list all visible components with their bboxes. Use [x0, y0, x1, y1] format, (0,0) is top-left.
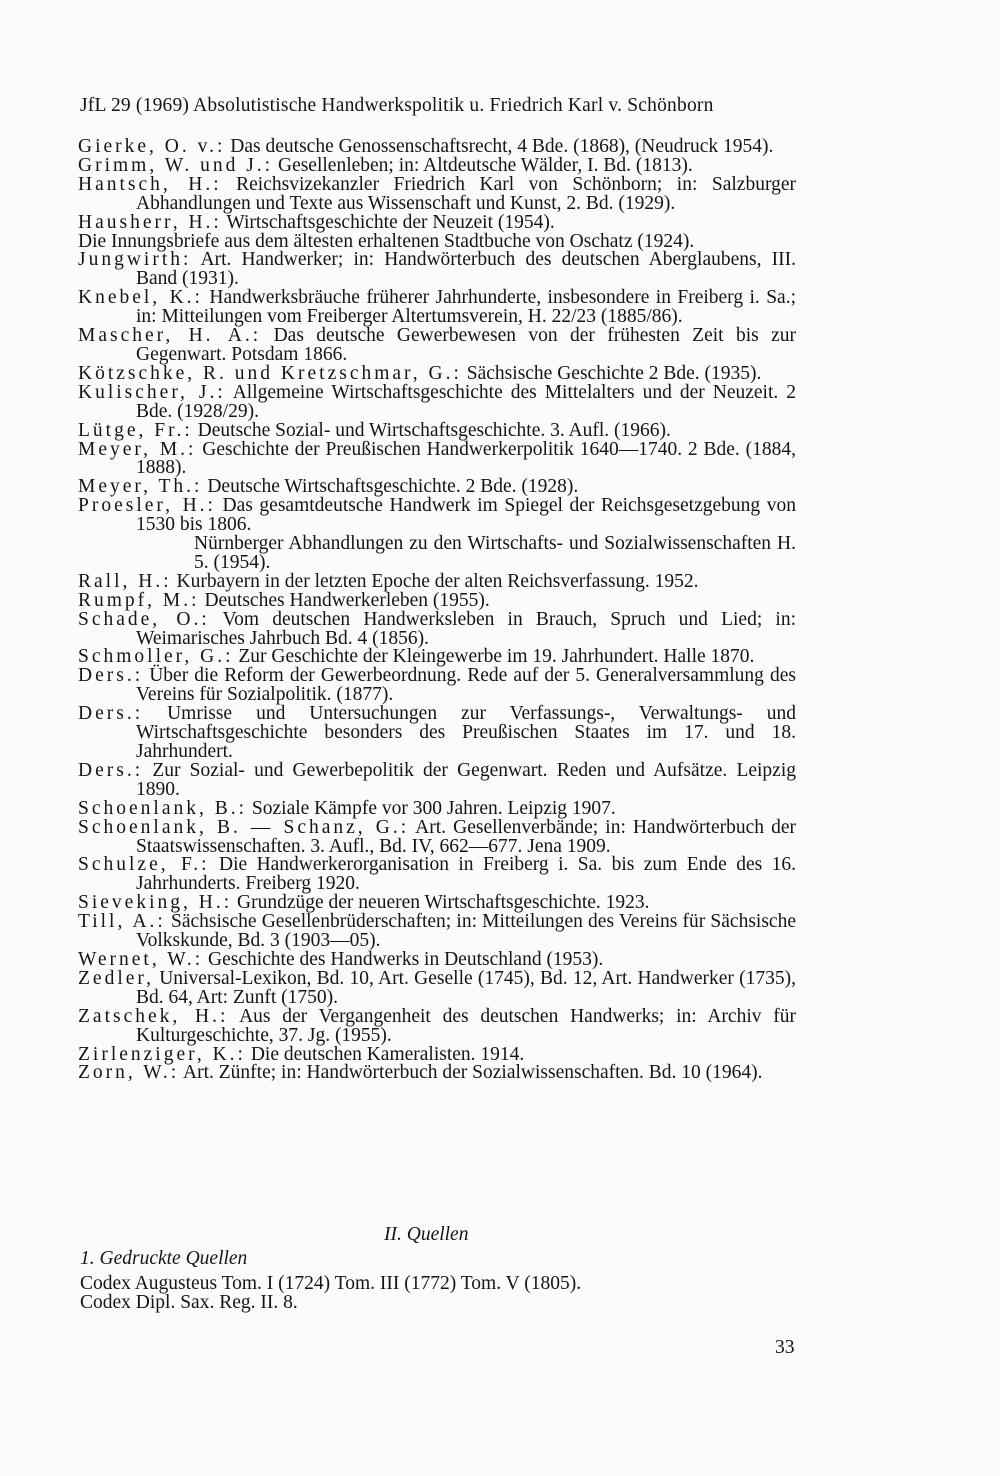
bibliography-list: [78, 138, 796, 1083]
reference-text: Deutsche Wirtschaftsgeschichte. 2 Bde. (1928).: [202, 476, 579, 498]
reference-text: Die Innungsbriefe aus dem ältesten erhaltenen Stadtbuche von Oschatz (1924).: [78, 230, 695, 252]
reference-author: Meyer, Th.:: [78, 476, 203, 498]
reference-author: Meyer, M.:: [78, 438, 197, 460]
reference-text: Art. Zünfte; in: Handwörterbuch der Sozialwissenschaften. Bd. 10 (1964).: [179, 1062, 763, 1084]
reference-text: Sächsische Geschichte 2 Bde. (1935).: [461, 362, 762, 384]
reference-entry: [78, 438, 796, 479]
reference-author: Ders.:: [78, 703, 144, 725]
reference-entry: [78, 816, 796, 857]
reference-text: Grundzüge der neueren Wirtschaftsgeschichte. 1923.: [232, 892, 650, 914]
reference-text: Die deutschen Kameralisten. 1914.: [245, 1043, 525, 1065]
reference-entry: [78, 856, 796, 894]
reference-author: Till, A.:: [78, 911, 166, 933]
running-header: JfL 29 (1969) Absolutistische Handwerkspolitik u. Friedrich Karl v. Schönborn: [80, 95, 714, 116]
reference-entry: [78, 705, 796, 762]
reference-author: Rumpf, M.:: [78, 589, 200, 611]
reference-text: Kurbayern in der letzten Epoche der alten Reichsverfassung. 1952.: [171, 570, 699, 592]
reference-text: Art. Handwerker; in: Handwörterbuch des deutschen Aberglaubens, III. Band (1931).: [136, 249, 796, 290]
reference-entry: [78, 173, 796, 214]
reference-text: Umrisse und Untersuchungen zur Verfassungs-, Verwaltungs- und Wirtschaftsgeschichte besonders des Preußischen Staates im 17. und 18. Jahrhundert.: [136, 703, 796, 762]
reference-author: Zatschek, H.:: [78, 1005, 229, 1027]
section-title: II. Quellen: [384, 1224, 469, 1245]
reference-text: Das deutsche Gewerbewesen von der frühesten Zeit bis zur Gegenwart. Potsdam 1866.: [136, 325, 796, 365]
reference-text: Geschichte des Handwerks in Deutschland (1953).: [203, 948, 604, 970]
reference-entry: [78, 759, 796, 800]
reference-text: Das gesamtdeutsche Handwerk im Spiegel der Reichsgesetzgebung von 1530 bis 1806.: [136, 495, 796, 536]
reference-entry: [78, 497, 796, 573]
reference-text: Reichsvizekanzler Friedrich Karl von Schönborn; in: Salzburger Abhandlungen und Texte aus Wissenschaft und Kunst, 2. Bd. (1929).: [136, 173, 796, 214]
reference-author: Kulischer, J.:: [78, 381, 226, 403]
reference-entry: [78, 667, 796, 705]
reference-author: Wernet, W.:: [78, 948, 204, 970]
reference-text: Die Handwerkerorganisation in Freiberg i. Sa. bis zum Ende des 16. Jahrhunderts. Freiberg 1920.: [136, 854, 796, 895]
reference-entry: [78, 1005, 796, 1046]
reference-author: Schoenlank, B.:: [78, 797, 248, 819]
reference-author: Mascher, H. A.:: [78, 325, 262, 347]
reference-author: Sieveking, H.:: [78, 892, 233, 914]
reference-author: Zorn, W.:: [78, 1062, 180, 1084]
reference-text: Allgemeine Wirtschaftsgeschichte des Mittelalters und der Neuzeit. 2 Bde. (1928/29).: [136, 381, 796, 422]
reference-author: Gierke, O. v.:: [78, 136, 226, 157]
page-number: 33: [775, 1337, 795, 1358]
reference-entry: [78, 327, 796, 365]
reference-author: Hantsch, H.:: [78, 173, 222, 195]
reference-entry: [78, 608, 796, 649]
reference-author: Hausherr, H.:: [78, 211, 222, 233]
reference-entry: [78, 251, 796, 289]
reference-author: Knebel, K.:: [78, 287, 203, 309]
source-entry: Codex Augusteus Tom. I (1724) Tom. III (1772) Tom. V (1805).: [80, 1273, 582, 1294]
reference-text: Aus der Vergangenheit des deutschen Handwerks; in: Archiv für Kulturgeschichte, 37. Jg. (1955).: [136, 1005, 796, 1046]
subsection-title: 1. Gedruckte Quellen: [80, 1248, 248, 1269]
reference-text: Art. Gesellenverbände; in: Handwörterbuch der Staatswissenschaften. 3. Aufl., Bd. IV, 662—677. Jena 1909.: [136, 816, 796, 857]
reference-author: Jungwirth:: [78, 249, 192, 271]
reference-author: Grimm, W. und J.:: [78, 154, 274, 176]
reference-author: Kötzschke, R. und Kretzschmar, G.:: [78, 362, 462, 384]
source-entry: Codex Dipl. Sax. Reg. II. 8.: [80, 1292, 298, 1313]
reference-text: Sächsische Gesellenbrüderschaften; in: Mitteilungen des Vereins für Sächsische Volkskunde, Bd. 3 (1903—05).: [136, 911, 796, 952]
reference-text: Geschichte der Preußischen Handwerkerpolitik 1640—1740. 2 Bde. (1884, 1888).: [136, 438, 796, 479]
reference-author: Schoenlank, B. — Schanz, G.:: [78, 816, 410, 838]
reference-entry: [78, 381, 796, 422]
reference-author: Zedler,: [78, 967, 154, 989]
reference-continuation: Nürnberger Abhandlungen zu den Wirtschafts- und Sozialwissenschaften H. 5. (1954).: [194, 533, 796, 573]
reference-text: Deutsche Sozial- und Wirtschaftsgeschichte. 3. Aufl. (1966).: [192, 419, 671, 441]
reference-text: Zur Sozial- und Gewerbepolitik der Gegenwart. Reden und Aufsätze. Leipzig 1890.: [136, 759, 796, 800]
reference-entry: [78, 289, 796, 327]
reference-author: Rall, H.:: [78, 570, 172, 592]
reference-text: Gesellenleben; in: Altdeutsche Wälder, I. Bd. (1813).: [273, 154, 693, 176]
reference-author: Schulze, F.:: [78, 854, 210, 876]
reference-author: Zirlenziger, K.:: [78, 1043, 246, 1065]
reference-author: Schade, O.:: [78, 608, 210, 630]
reference-text: Deutsches Handwerkerleben (1955).: [199, 589, 490, 611]
reference-entry: [78, 913, 796, 951]
reference-text: Handwerksbräuche früherer Jahrhunderte, insbesondere in Freiberg i. Sa.; in: Mitteilungen vom Freiberger Altertumsverein, H. 22/23 (1885/86).: [136, 287, 796, 328]
reference-text: Das deutsche Genossenschaftsrecht, 4 Bde. (1868), (Neudruck 1954).: [225, 136, 774, 157]
reference-text: Universal-Lexikon, Bd. 10, Art. Geselle (1745), Bd. 12, Art. Handwerker (1735), Bd. 64, Art: Zunft (1750).: [136, 967, 796, 1008]
reference-author: Lütge, Fr.:: [78, 419, 193, 441]
reference-entry: [78, 967, 796, 1008]
reference-text: Soziale Kämpfe vor 300 Jahren. Leipzig 1907.: [247, 797, 616, 819]
reference-author: Ders.:: [78, 759, 144, 781]
reference-author: Ders.:: [78, 665, 144, 687]
reference-author: Schmoller, G.:: [78, 646, 234, 668]
sources-list: [80, 1274, 780, 1312]
reference-entry: [78, 1064, 796, 1083]
reference-text: Zur Geschichte der Kleingewerbe im 19. Jahrhundert. Halle 1870.: [233, 646, 755, 668]
reference-author: Proesler, H.:: [78, 495, 216, 517]
reference-text: Über die Reform der Gewerbeordnung. Rede auf der 5. Generalversammlung des Vereins für Sozialpolitik. (1877).: [136, 665, 796, 706]
reference-text: Vom deutschen Handwerksleben in Brauch, Spruch und Lied; in: Weimarisches Jahrbuch Bd. 4 (1856).: [136, 608, 796, 649]
reference-text: Wirtschaftsgeschichte der Neuzeit (1954).: [221, 211, 555, 233]
